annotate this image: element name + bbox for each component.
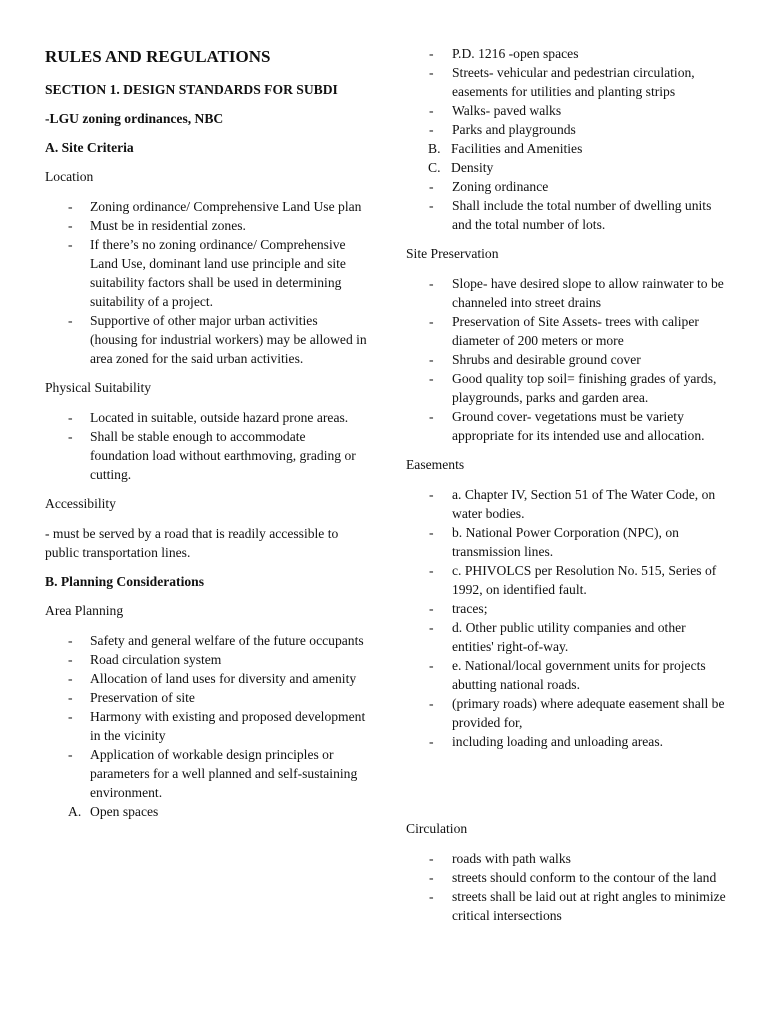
list-item: - Safety and general welfare of the future occupants — [68, 633, 364, 648]
area-planning-list — [45, 631, 367, 802]
facilities-density-list — [406, 139, 728, 177]
list-item: - roads with path walks — [429, 851, 571, 866]
easements-heading: Easements — [406, 457, 465, 472]
list-item: - Slope- have desired slope to allow rainwater to be channeled into street drains — [429, 276, 724, 310]
physical-list — [45, 408, 367, 484]
accessibility-text: - must be served by a road that is readily accessible to public transportation lines. — [45, 526, 339, 560]
area-planning-heading: Area Planning — [45, 603, 124, 618]
open-spaces-list — [45, 802, 367, 821]
right-column — [406, 44, 728, 935]
list-item: - Zoning ordinance/ Comprehensive Land Use plan — [68, 199, 362, 214]
list-item: - streets should conform to the contour of the land — [429, 870, 717, 885]
list-item: - Application of workable design principles or parameters for a well planned and self-sustaining environment. — [68, 747, 358, 800]
easements-list — [406, 485, 728, 751]
list-item: - Harmony with existing and proposed development in the vicinity — [68, 709, 366, 743]
site-criteria-heading: A. Site Criteria — [45, 140, 134, 155]
list-item: - (primary roads) where adequate easement shall be provided for, — [429, 696, 725, 730]
list-item: - Supportive of other major urban activities (housing for industrial workers) may be allowed in area zoned for the said urban activities. — [68, 313, 367, 366]
left-column — [45, 44, 367, 831]
list-item: - Streets- vehicular and pedestrian circulation, easements for utilities and planting strips — [429, 65, 695, 99]
list-item: - Road circulation system — [68, 652, 222, 667]
list-item: - Shall be stable enough to accommodate foundation load without earthmoving, grading or cutting. — [68, 429, 356, 482]
circulation-heading: Circulation — [406, 821, 468, 836]
list-item: - Zoning ordinance — [429, 179, 549, 194]
planning-heading: B. Planning Considerations — [45, 574, 205, 589]
list-item: - Allocation of land uses for diversity and amenity — [68, 671, 357, 686]
list-item: - Located in suitable, outside hazard prone areas. — [68, 410, 349, 425]
list-item: - including loading and unloading areas. — [429, 734, 664, 749]
list-item: - streets shall be laid out at right angles to minimize critical intersections — [429, 889, 726, 923]
list-item: - Good quality top soil= finishing grades of yards, playgrounds, parks and garden area. — [429, 371, 717, 405]
list-item: C. Density — [428, 160, 494, 175]
list-item: - a. Chapter IV, Section 51 of The Water Code, on water bodies. — [429, 487, 716, 521]
list-item: - Parks and playgrounds — [429, 122, 576, 137]
location-heading: Location — [45, 169, 94, 184]
list-item: - traces; — [429, 601, 488, 616]
list-item: - b. National Power Corporation (NPC), on transmission lines. — [429, 525, 679, 559]
density-list — [406, 177, 728, 234]
list-item: - If there’s no zoning ordinance/ Comprehensive Land Use, dominant land use principle and site suitability factors shall be used in determining suitability of a project. — [68, 237, 346, 309]
list-item: - Walks- paved walks — [429, 103, 562, 118]
list-item: - Shall include the total number of dwelling units and the total number of lots. — [429, 198, 712, 232]
accessibility-heading: Accessibility — [45, 496, 116, 511]
site-preservation-heading: Site Preservation — [406, 246, 499, 261]
physical-suitability-heading: Physical Suitability — [45, 380, 152, 395]
list-item: - Shrubs and desirable ground cover — [429, 352, 641, 367]
list-item: - Preservation of site — [68, 690, 195, 705]
list-item: - Ground cover- vegetations must be variety appropriate for its intended use and allocation. — [429, 409, 705, 443]
list-item: - P.D. 1216 -open spaces — [429, 46, 579, 61]
preservation-list — [406, 274, 728, 445]
list-item: - d. Other public utility companies and other entities' right-of-way. — [429, 620, 686, 654]
list-item: - c. PHIVOLCS per Resolution No. 515, Series of 1992, on identified fault. — [429, 563, 717, 597]
location-list — [45, 197, 367, 368]
list-item: A. Open spaces — [68, 804, 159, 819]
list-item: - e. National/local government units for projects abutting national roads. — [429, 658, 706, 692]
lgu-note: -LGU zoning ordinances, NBC — [45, 111, 224, 126]
section-heading: SECTION 1. DESIGN STANDARDS FOR SUBDI — [45, 82, 338, 97]
list-item: - Must be in residential zones. — [68, 218, 246, 233]
document-title: RULES AND REGULATIONS — [45, 47, 271, 66]
open-spaces-sublist — [406, 44, 728, 139]
circulation-list — [406, 849, 728, 925]
list-item: - Preservation of Site Assets- trees with caliper diameter of 200 meters or more — [429, 314, 699, 348]
list-item: B. Facilities and Amenities — [428, 141, 583, 156]
